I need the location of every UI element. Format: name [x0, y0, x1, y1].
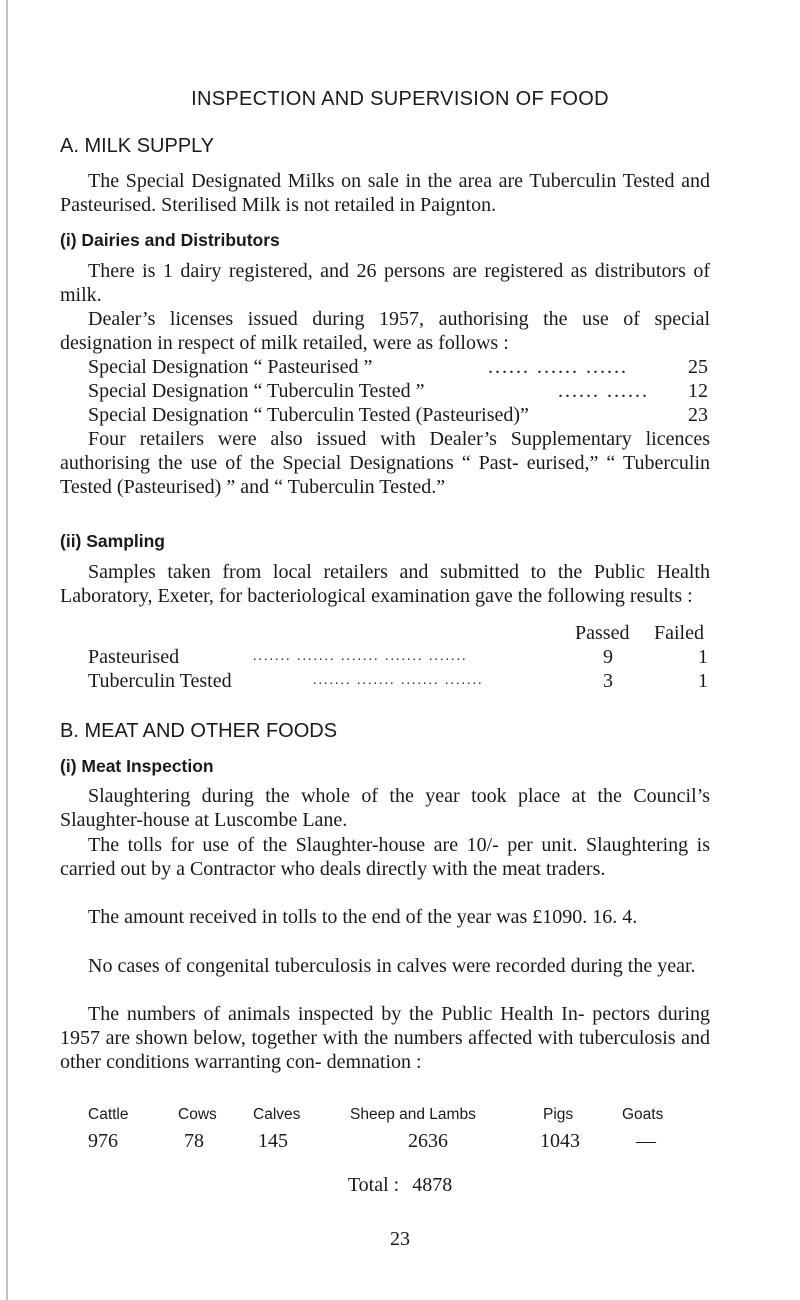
col-cows: Cows: [178, 1106, 217, 1123]
col-goats: Goats: [622, 1106, 664, 1123]
sampling-row-tuberculin-tested: [88, 669, 710, 693]
supplementary-licences-paragraph: Four retailers were also issued with Dealer’s Supplementary licences authorising the use of the Special Designations “ Past- eurised,” “ Tuberculin Tested (Pasteurised) ” and “ Tuberculin Tested.”: [60, 428, 710, 498]
tuberculosis-calves-paragraph: No cases of congenital tuberculosis in calves were recorded during the year.: [88, 955, 696, 977]
meat-inspection-heading: (i) Meat Inspection: [60, 756, 214, 776]
licence-count: 23: [688, 404, 708, 426]
tolls-amount-paragraph: The amount received in tolls to the end of the year was £1090. 16. 4.: [88, 906, 638, 928]
leader-dots: ...... ......: [558, 380, 649, 402]
sampling-heading: (ii) Sampling: [60, 531, 165, 551]
total-label: Total :: [347, 1174, 400, 1196]
page-title: INSPECTION AND SUPERVISION OF FOOD: [191, 88, 609, 110]
dairies-heading: (i) Dairies and Distributors: [60, 230, 280, 250]
leader-dots: ....... ....... ....... ....... .......: [253, 649, 468, 664]
dealers-licenses-paragraph: Dealer’s licenses issued during 1957, authorising the use of special designation in respect of milk retailed, were as follows :: [60, 308, 710, 354]
section-a-heading: A. MILK SUPPLY: [60, 135, 215, 157]
licence-label: Special Designation “ Tuberculin Tested ”: [88, 380, 425, 402]
licence-label: Special Designation “ Tuberculin Tested (Pasteurised)”: [88, 404, 529, 426]
page-number: 23: [390, 1228, 410, 1250]
section-b-heading: B. MEAT AND OTHER FOODS: [60, 720, 338, 742]
val-calves: 145: [258, 1130, 288, 1152]
leader-dots: ....... ....... ....... .......: [313, 673, 484, 688]
sampling-paragraph: Samples taken from local retailers and submitted to the Public Health Laboratory, Exeter, for bacteriological examination gave the following results :: [60, 561, 710, 607]
licence-row-pasteurised: [88, 355, 710, 379]
licence-row-tuberculin-tested-pasteurised: [88, 403, 710, 427]
col-calves: Calves: [253, 1106, 301, 1123]
animals-inspected-paragraph: The numbers of animals inspected by the Public Health In- pectors during 1957 are shown below, together with the numbers affected with tuberculosis and other conditions warranting con- demnation :: [60, 1003, 710, 1073]
licence-count: 12: [688, 380, 708, 402]
page-edge-shadow: [6, 0, 8, 1300]
leader-dots: ...... ...... ......: [488, 356, 628, 378]
val-cattle: 976: [88, 1130, 118, 1152]
col-sheep-and-lambs: Sheep and Lambs: [350, 1106, 476, 1123]
slaughtering-paragraph: Slaughtering during the whole of the year took place at the Council’s Slaughter-house at Luscombe Lane.: [60, 785, 710, 831]
sample-label: Tuberculin Tested: [88, 670, 232, 692]
col-passed-header: Passed: [575, 622, 630, 644]
total-value: 4878: [412, 1174, 453, 1196]
sampling-row-pasteurised: [88, 645, 710, 669]
val-sheep-and-lambs: 2636: [408, 1130, 448, 1152]
failed-count: 1: [698, 646, 708, 668]
tolls-paragraph: The tolls for use of the Slaughter-house are 10/- per unit. Slaughtering is carried out by a Contractor who deals directly with the meat traders.: [60, 834, 710, 880]
total-line: [0, 1174, 800, 1197]
licence-count: 25: [688, 356, 708, 378]
passed-count: 9: [603, 646, 613, 668]
col-cattle: Cattle: [88, 1106, 129, 1123]
val-pigs: 1043: [540, 1130, 580, 1152]
passed-count: 3: [603, 670, 613, 692]
dairies-paragraph: There is 1 dairy registered, and 26 persons are registered as distributors of milk.: [60, 260, 710, 306]
failed-count: 1: [698, 670, 708, 692]
col-failed-header: Failed: [654, 622, 704, 644]
licence-label: Special Designation “ Pasteurised ”: [88, 356, 373, 378]
val-cows: 78: [184, 1130, 204, 1152]
val-goats: —: [636, 1130, 656, 1152]
col-pigs: Pigs: [543, 1106, 574, 1123]
licence-row-tuberculin-tested: [88, 379, 710, 403]
milk-intro-paragraph: The Special Designated Milks on sale in the area are Tuberculin Tested and Pasteurised. Sterilised Milk is not retailed in Paignton.: [60, 170, 710, 216]
sample-label: Pasteurised: [88, 646, 180, 668]
